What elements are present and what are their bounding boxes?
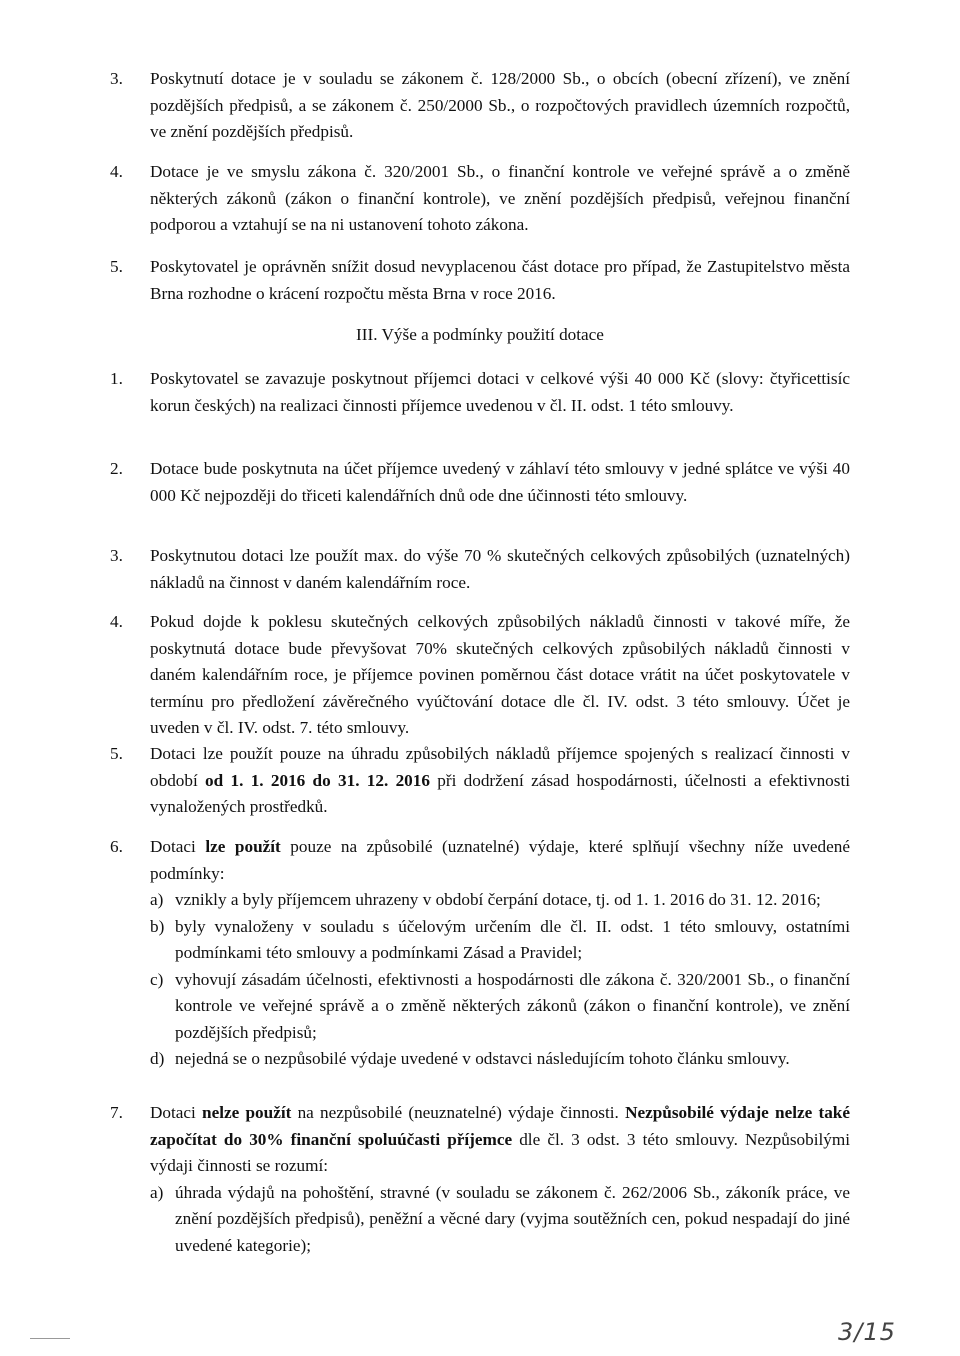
- sub-item-letter: b): [150, 916, 165, 936]
- sub-item-b: [150, 914, 850, 967]
- text-run: pouze na způsobilé (uznatelné) výdaje, které splňují všechny níže uvedené podmínky:: [150, 837, 850, 883]
- paragraph-number: 4.: [110, 162, 123, 181]
- sub-item-text: vznikly a byly příjemcem uhrazeny v období čerpání dotace, tj. od 1. 1. 2016 do 31. 12. 2016;: [175, 890, 821, 909]
- sub-item-letter: a): [150, 890, 164, 909]
- paragraph-number: 5.: [110, 257, 123, 276]
- paragraph-number: 5.: [110, 744, 123, 763]
- sub-item-letter: a): [150, 1182, 164, 1202]
- paragraph-text: Poskytovatel je oprávněn snížit dosud nevyplacenou část dotace pro případ, že Zastupitelstvo města Brna rozhodne o krácení rozpočtu města Brna v roce 2016.: [150, 257, 850, 303]
- paragraph-text: Poskytnutí dotace je v souladu se zákonem č. 128/2000 Sb., o obcích (obecní zřízení), ve znění pozdějších předpisů, a se zákonem č. 250/2000 Sb., o rozpočtových pravidlech územních rozpočtů, ve znění pozdějších předpisů.: [150, 69, 850, 141]
- sub-item-d: [150, 1046, 850, 1073]
- bold-phrase: lze použít: [205, 837, 281, 856]
- text-run: Dotaci: [150, 1103, 203, 1122]
- text-run: dle čl. 3 odst. 3 této smlouvy. Nezpůsobilými výdaji činnosti se rozumí:: [150, 1129, 850, 1175]
- paragraph-text: [150, 1100, 850, 1180]
- sub-item-letter: d): [150, 1049, 165, 1068]
- paragraph-text: [150, 834, 850, 887]
- sub-item-text: nejedná se o nezpůsobilé výdaje uvedené v odstavci následujícím tohoto článku smlouvy.: [175, 1049, 790, 1068]
- section3-paragraph-4: [110, 609, 850, 742]
- paragraph-number: 6.: [110, 837, 123, 856]
- sub-item-letter: c): [150, 969, 164, 989]
- paragraph-text: Dotace bude poskytnuta na účet příjemce uvedený v záhlaví této smlouvy v jedné splátce ve výši 40 000 Kč nejpozději do třiceti kalendářních dnů ode dne účinnosti této smlouvy.: [150, 459, 850, 505]
- text-run: při dodržení zásad hospodárnosti, účelnosti a efektivnosti vynaložených prostředků.: [150, 770, 850, 816]
- sub-item-a: [150, 1180, 850, 1260]
- section3-paragraph-1: [110, 366, 850, 419]
- sub-item-a: [150, 887, 850, 914]
- section3-paragraph-6: [110, 834, 850, 1073]
- section3-paragraph-7: [110, 1100, 850, 1259]
- footer-line: [30, 1338, 70, 1339]
- text-run: Dotaci lze použít pouze na úhradu způsobilých nákladů příjemce spojených s realizací činnosti v období: [150, 744, 850, 790]
- text-run: Dotaci: [150, 837, 206, 856]
- bold-phrase: nelze použít: [202, 1103, 292, 1122]
- paragraph-number: 3.: [110, 69, 123, 88]
- paragraph-text: Poskytovatel se zavazuje poskytnout příjemci dotaci v celkové výši 40 000 Kč (slovy: čtyřicettisíc korun českých) na realizaci činnosti příjemce uvedenou v čl. II. odst. 1 této smlouvy.: [150, 369, 850, 415]
- paragraph-text: Pokud dojde k poklesu skutečných celkových způsobilých nákladů činnosti v takové míře, že poskytnutá dotace bude převyšovat 70% skutečných celkových způsobilých nákladů činnosti v daném kalendářním roce, je příjemce povinen poměrnou část dotace vrátit na účet poskytovatele v termínu pro předložení závěrečného vyúčtování dotace dle čl. IV. odst. 3 této smlouvy. Účet je uveden v čl. IV. odst. 7. této smlouvy.: [150, 612, 850, 737]
- paragraph-number: 1.: [110, 369, 123, 388]
- paragraph-number: 4.: [110, 612, 123, 631]
- section3-paragraph-2: [110, 456, 850, 509]
- sub-item-c: [150, 967, 850, 1047]
- sub-item-text: byly vynaloženy v souladu s účelovým určením dle čl. II. odst. 1 této smlouvy, ostatními podmínkami této smlouvy a podmínkami Zásad a Pravidel;: [175, 916, 850, 962]
- paragraph-text: Poskytnutou dotaci lze použít max. do výše 70 % skutečných celkových způsobilých (uznatelných) nákladů na činnost v daném kalendářním roce.: [150, 546, 850, 592]
- sub-item-text: vyhovují zásadám účelnosti, efektivnosti a hospodárnosti dle zákona č. 320/2001 Sb., o finanční kontrole ve veřejné správě a o změně některých zákonů (zákon o finanční kontrole), ve znění pozdějších předpisů;: [175, 969, 850, 1042]
- sub-item-text: úhrada výdajů na pohoštění, stravné (v souladu se zákonem č. 262/2006 Sb., zákoník práce, ve znění pozdějších předpisů), peněžní a věcné dary (vyjma soutěžních cen, pokud nespadají do jiné uvedené kategorie);: [175, 1182, 850, 1255]
- paragraph-3: [110, 66, 850, 146]
- paragraph-number: 3.: [110, 546, 123, 565]
- paragraph-number: 2.: [110, 459, 123, 478]
- text-run: na nezpůsobilé (neuznatelné) výdaje činnosti.: [291, 1103, 626, 1122]
- paragraph-text: Dotace je ve smyslu zákona č. 320/2001 Sb., o finanční kontrole ve veřejné správě a o změně některých zákonů (zákon o finanční kontrole), ve znění pozdějších předpisů, veřejnou finanční podporou a vztahují se na ni ustanovení tohoto zákona.: [150, 162, 850, 234]
- section-heading: III. Výše a podmínky použití dotace: [356, 325, 604, 344]
- section3-paragraph-5: [110, 741, 850, 821]
- paragraph-number: 7.: [110, 1103, 123, 1122]
- section3-paragraph-3: [110, 543, 850, 596]
- paragraph-text: [150, 741, 850, 821]
- paragraph-5: [110, 254, 850, 307]
- page-mark: 3/15: [838, 1318, 896, 1346]
- paragraph-4: [110, 159, 850, 239]
- bold-date-range: od 1. 1. 2016 do 31. 12. 2016: [205, 770, 430, 790]
- bold-phrase: Nezpůsobilé výdaje nelze také započítat do 30% finanční spoluúčasti příjemce: [150, 1103, 850, 1149]
